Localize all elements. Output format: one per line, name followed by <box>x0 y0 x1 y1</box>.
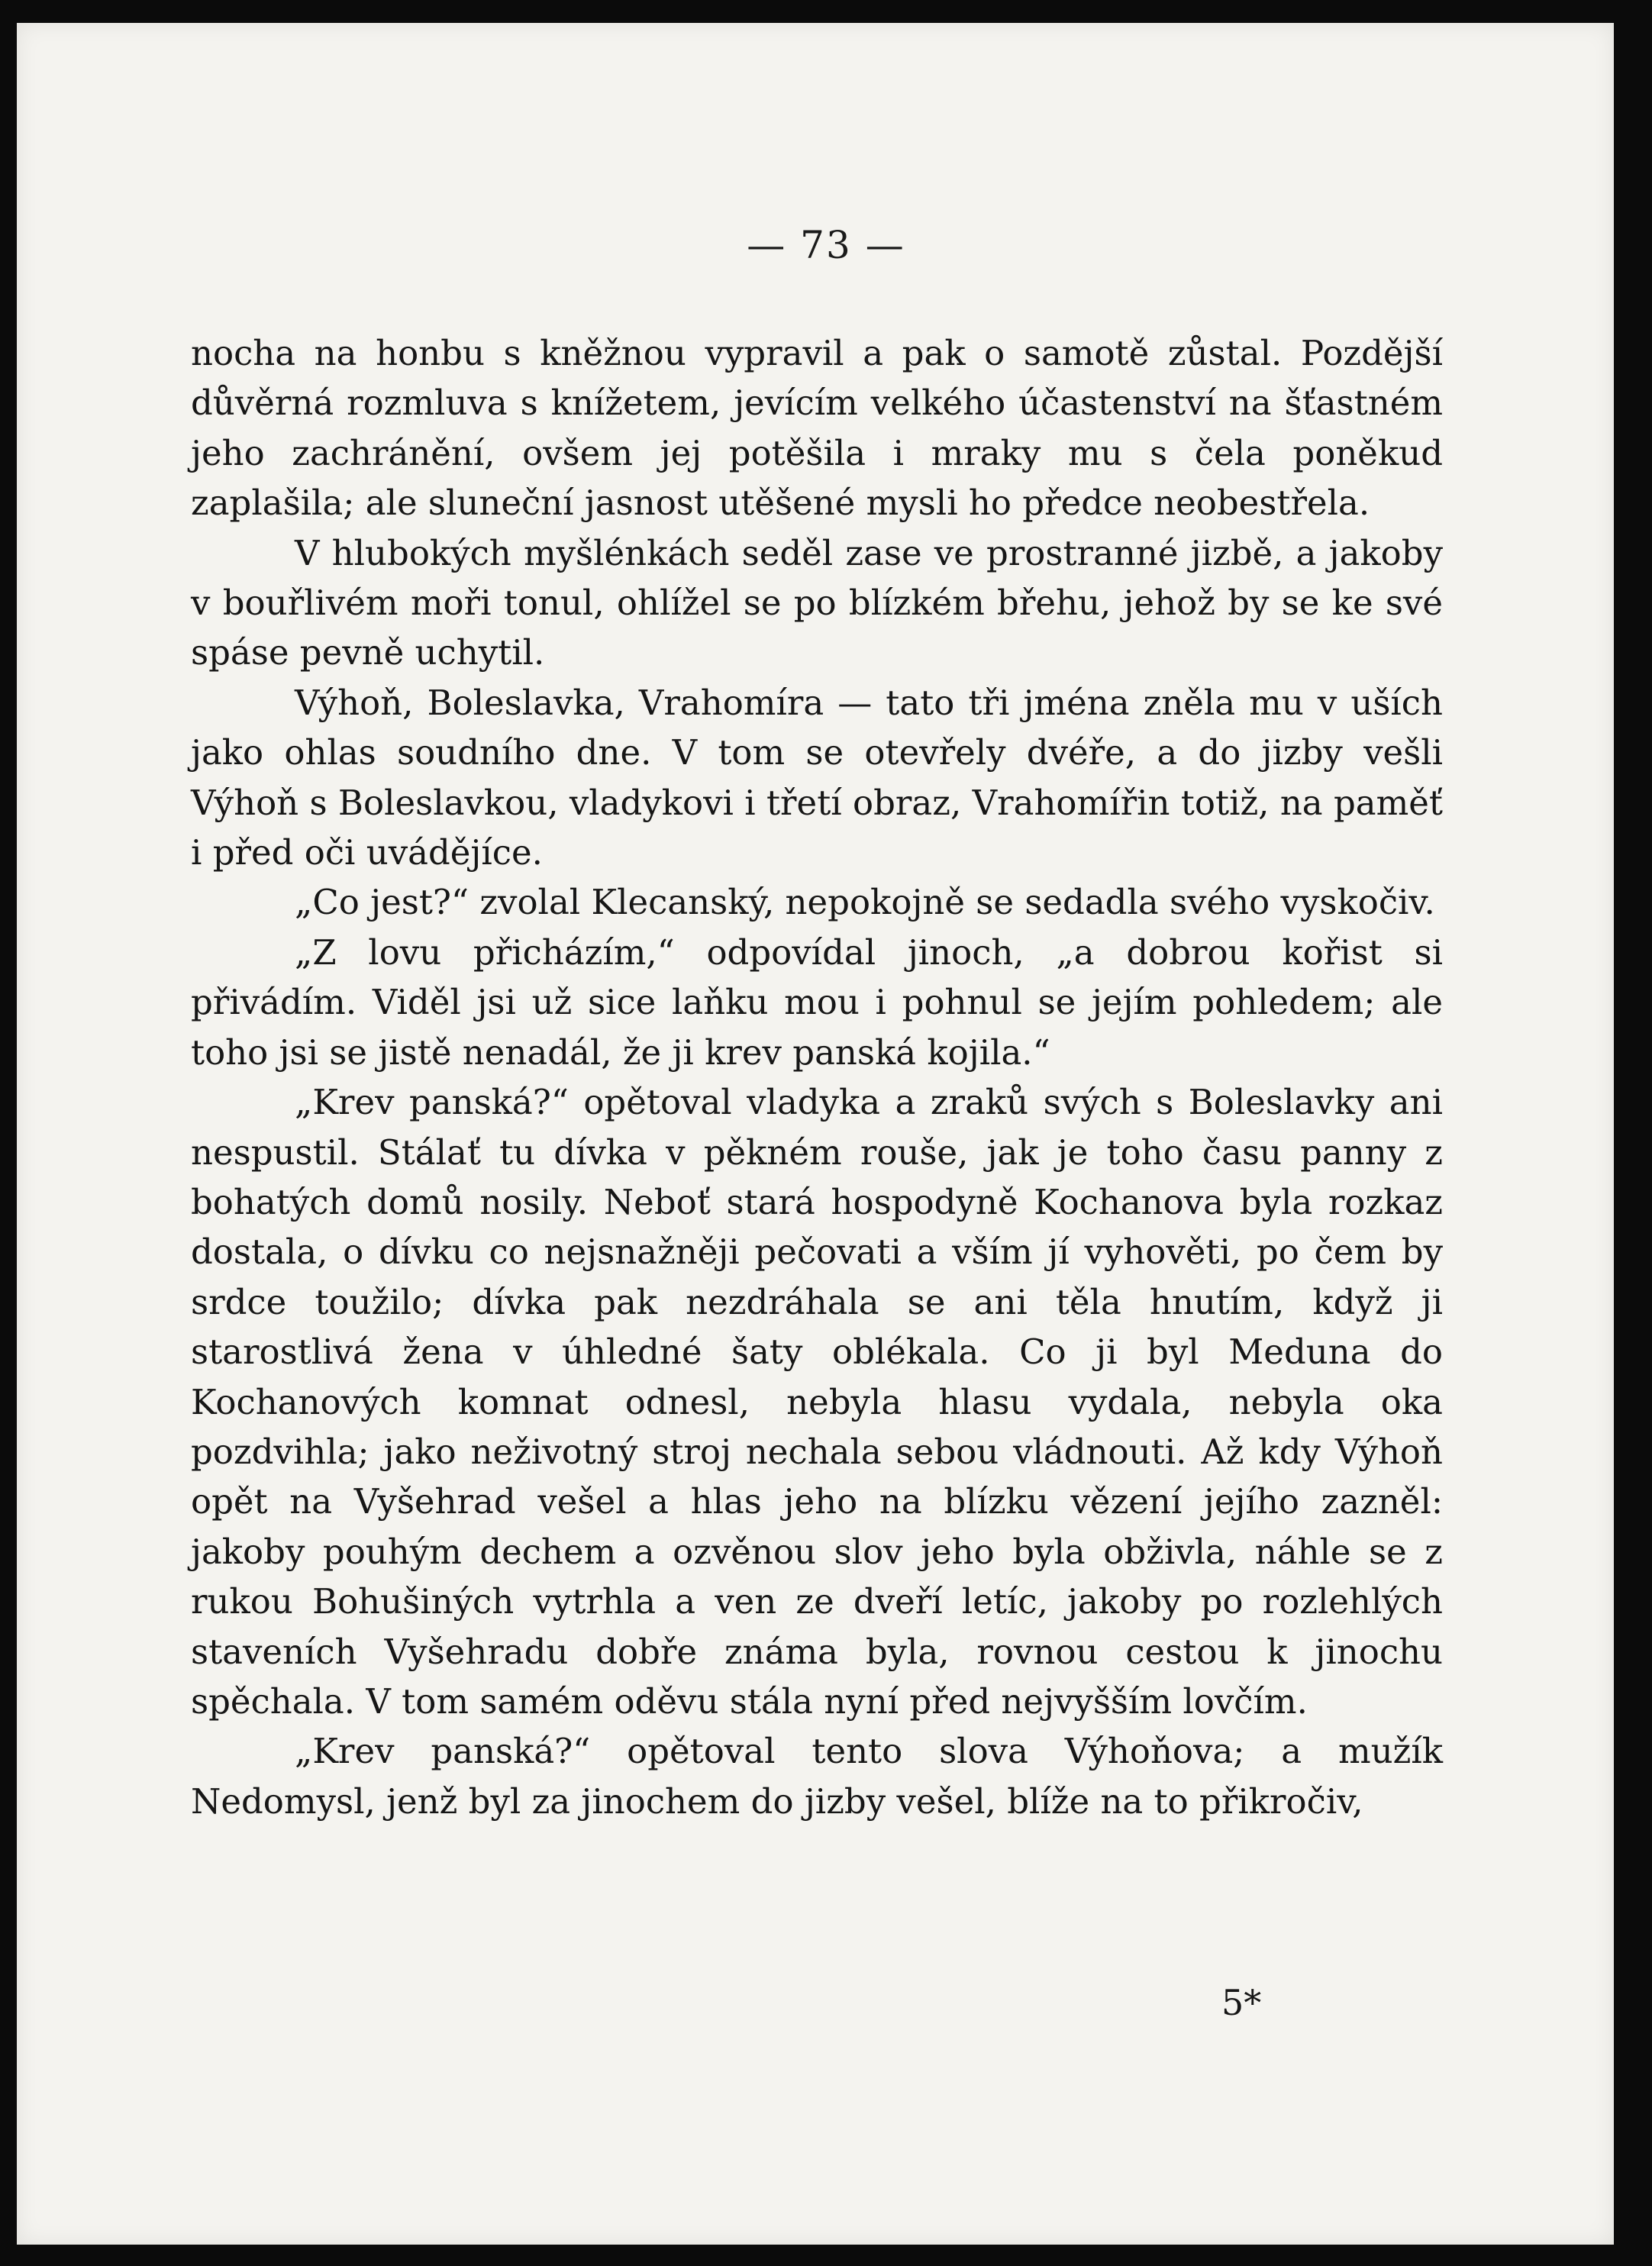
body-text <box>191 328 1443 1826</box>
paragraph: „Co jest?“ zvolal Klecanský, nepokojně se sedadla svého vyskočiv. <box>295 882 1435 923</box>
paragraph: V hlubokých myšlénkách seděl zase ve prostranné jizbě, a jakoby v bouřlivém moři tonul, ohlížel se po blízkém břehu, jehož by se ke své spáse pevně uchytil. <box>191 532 1443 673</box>
paragraph: „Krev panská?“ opětoval tento slova Výhoňova; a mužík Nedomysl, jenž byl za jinochem do jizby vešel, blíže na to přikročiv, <box>191 1731 1443 1822</box>
paragraph: „Krev panská?“ opětoval vladyka a zraků svých s Boleslavky ani nespustil. Stálať tu dívka v pěkném rouše, jak je toho času panny z bohatých domů nosily. Neboť stará hospodyně Kochanova byla rozkaz dostala, o dívku co nejsnažněji pečovati a vším jí vyhověti, po čem by srdce toužilo; dívka pak nezdráhala se ani těla hnutím, když ji starostlivá žena v úhledné šaty oblékala. Co ji byl Meduna do Kochanových komnat odnesl, nebyla hlasu vydala, nebyla oka pozdvihla; jako neživotný stroj nechala sebou vládnouti. Až kdy Výhoň opět na Vyšehrad vešel a hlas jeho na blízku vězení jejího zazněl: jakoby pouhým dechem a ozvěnou slov jeho byla obživla, náhle se z rukou Bohušiných vytrhla a ven ze dveří letíc, jakoby po rozlehlých staveních Vyšehradu dobře známa byla, rovnou cestou k jinochu spěchala. V tom samém oděvu stála nyní před nejvyšším lovčím. <box>191 1082 1443 1722</box>
signature-mark: 5* <box>1221 1982 1262 2023</box>
paragraph: Výhoň, Boleslavka, Vrahomíra — tato tři jména zněla mu v uších jako ohlas soudního dne. V tom se otevřely dvéře, a do jizby vešli Výhoň s Boleslavkou, vladykovi i třetí obraz, Vrahomířin totiž, na paměť i před oči uvádějíce. <box>191 682 1443 873</box>
page-number: — 73 — <box>747 223 905 267</box>
paragraph: nocha na honbu s kněžnou vypravil a pak o samotě zůstal. Pozdější důvěrná rozmluva s knížetem, jevícím velkého účastenství na šťastném jeho zachránění, ovšem jej potěšila i mraky mu s čela poněkud zaplašila; ale sluneční jasnost utěšené mysli ho předce neobestřela. <box>191 333 1443 524</box>
paragraph: „Z lovu přicházím,“ odpovídal jinoch, „a dobrou kořist si přivádím. Viděl jsi už sice laňku mou i pohnul se jejím pohledem; ale toho jsi se jistě nenadál, že ji krev panská kojila.“ <box>191 931 1443 1073</box>
